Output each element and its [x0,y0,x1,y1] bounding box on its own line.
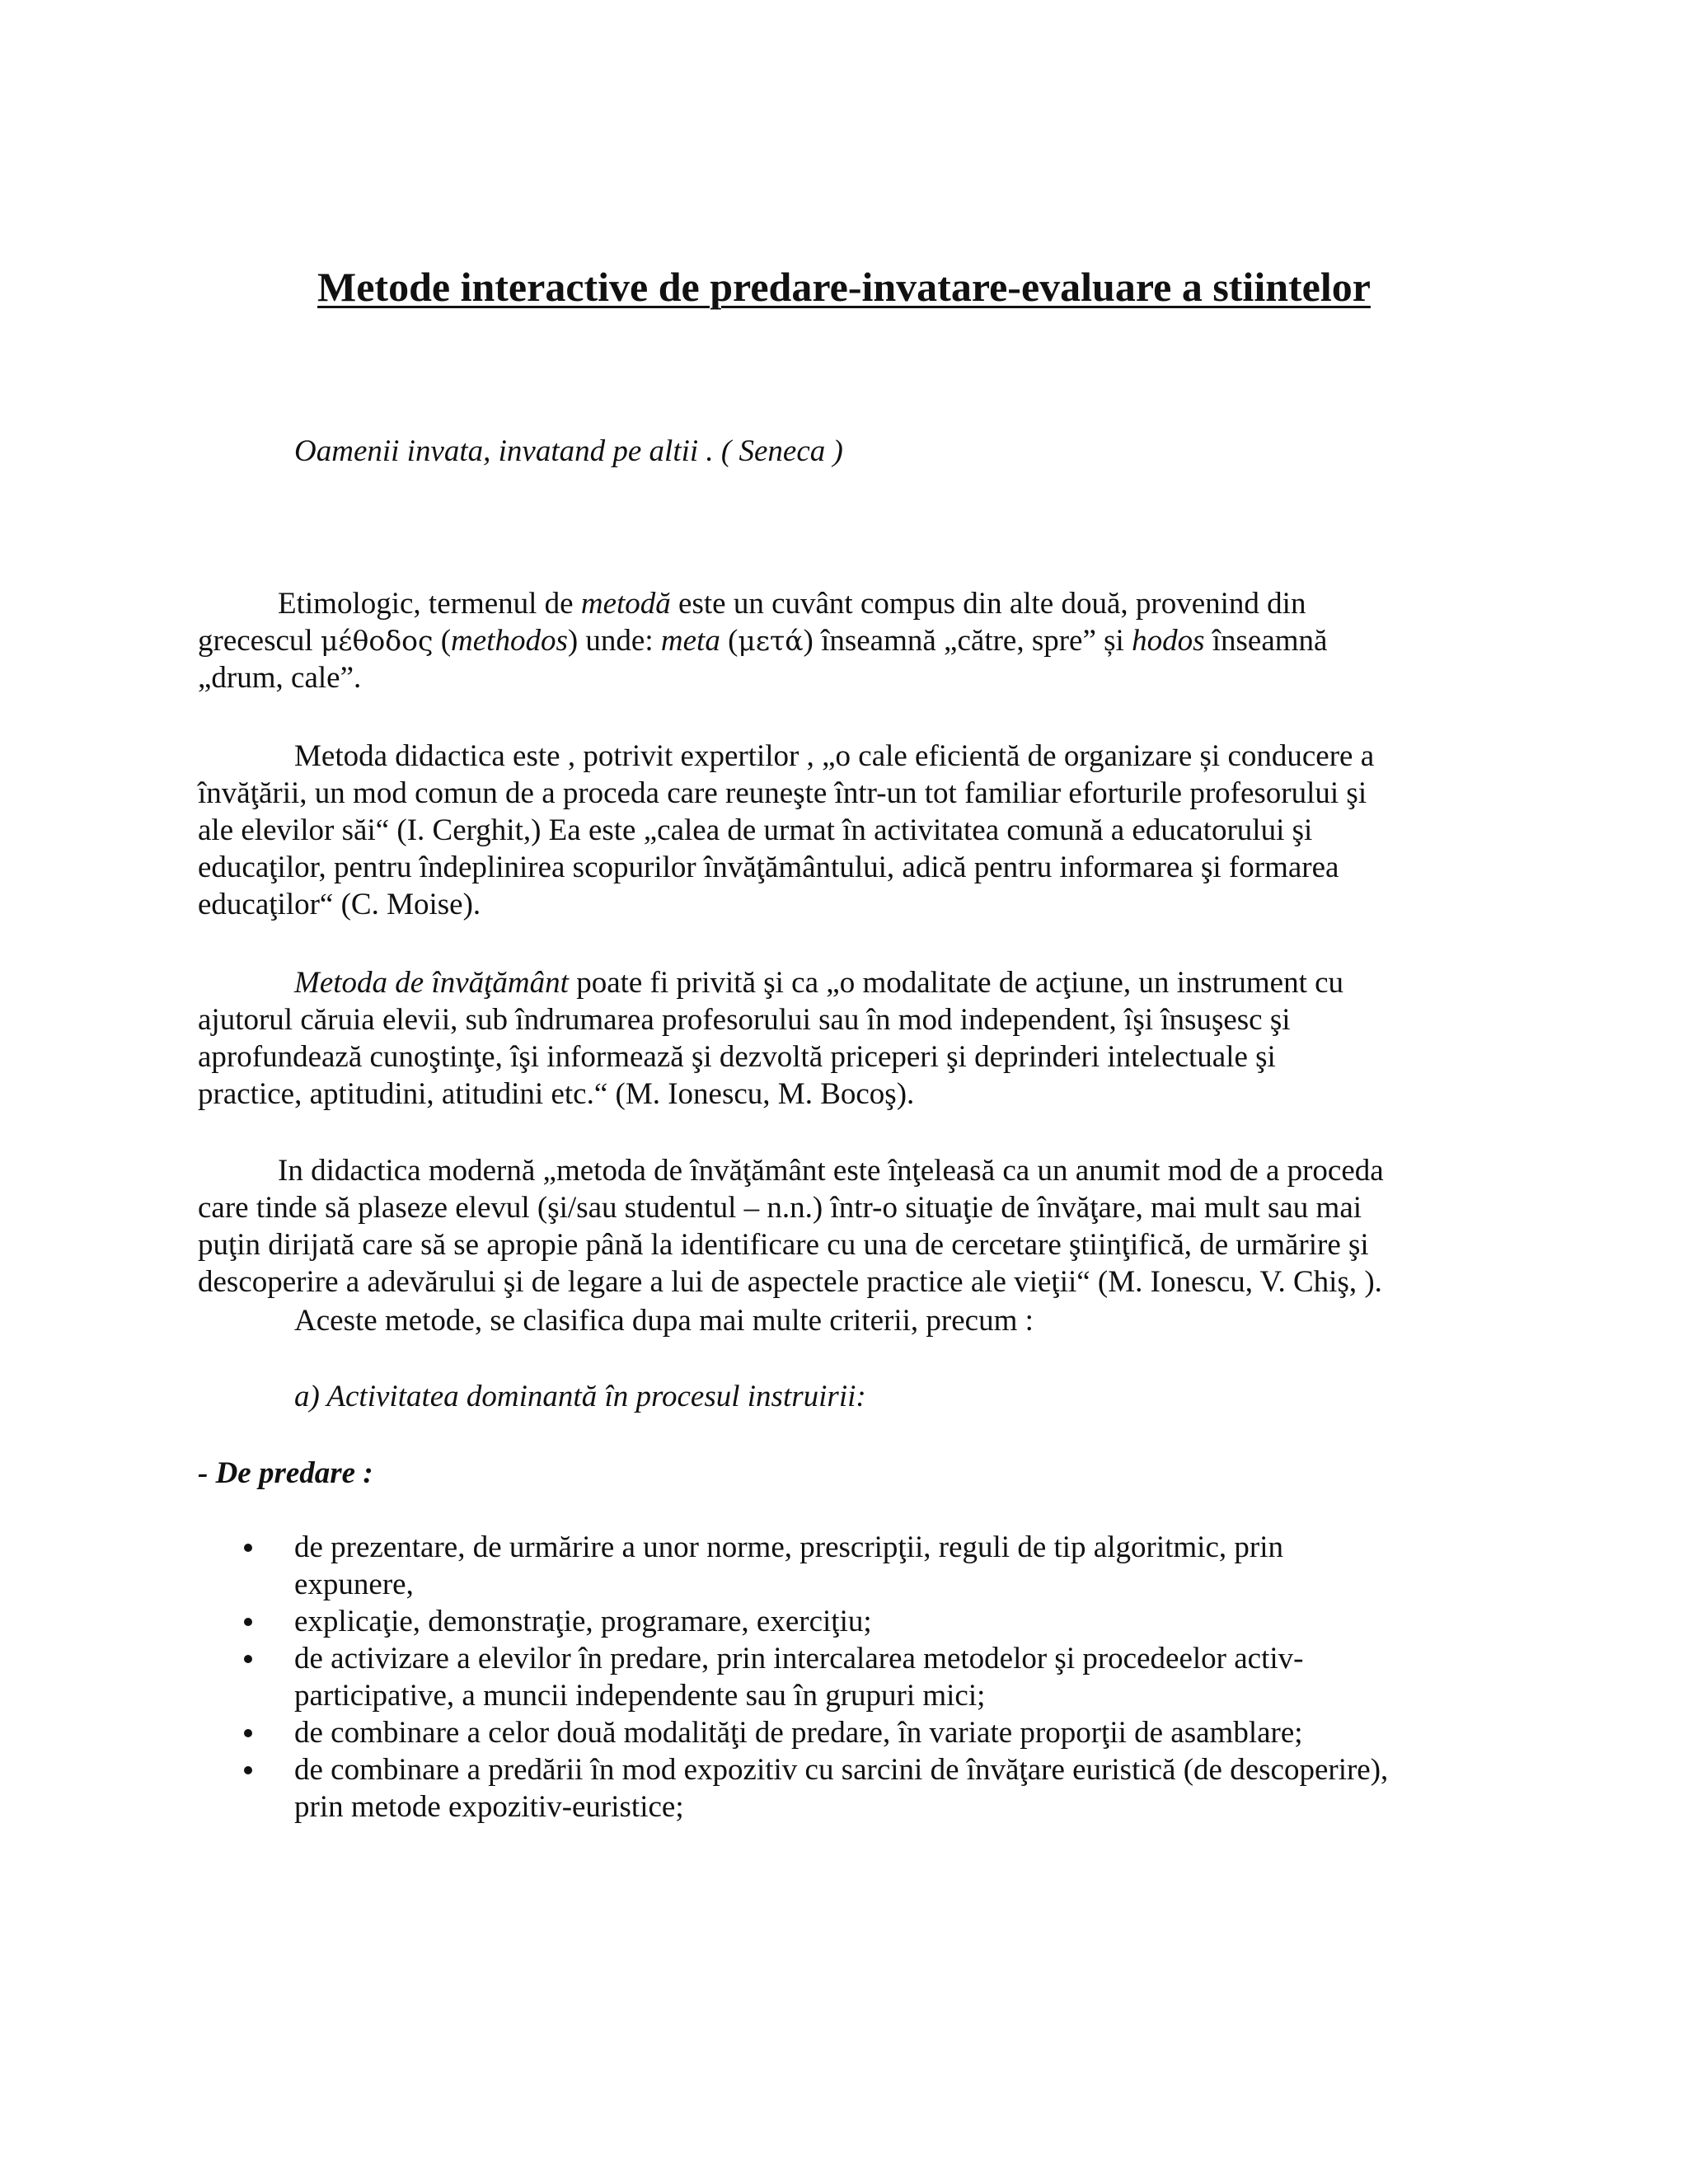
list-item-line: participative, a muncii independente sau în grupuri mici; [294,1679,986,1713]
list-item [198,1640,1484,1714]
bullet-icon [244,1655,252,1663]
definition-line-2: învăţării, un mod comun de a proceda care reuneşte într-un tot familiar eforturile profesorului şi [198,776,1367,810]
criteria-sentence [294,1302,1580,1339]
list-item-line: prin metode expozitiv-euristice; [294,1790,684,1824]
predare-bullet-list [198,1529,1484,1825]
document-title: Metode interactive de predare-invatare-evaluare a stiintelor [317,264,1371,310]
list-item [198,1714,1484,1751]
modern-didactics-paragraph [198,1152,1484,1301]
motto-quote: Oamenii invata, invatand pe altii . ( Seneca ) [294,434,843,468]
etymology-paragraph [198,585,1484,696]
criteria-line: Aceste metode, se clasifica dupa mai multe criterii, precum : [294,1304,1034,1338]
teaching-method-line-2: ajutorul căruia elevii, sub îndrumarea profesorului sau în mod independent, îşi însuşesc şi [198,1003,1291,1037]
definition-line-1: Metoda didactica este , potrivit expertilor , „o cale eficientă de organizare și conducere a [294,739,1375,773]
etymology-line-3: „drum, cale”. [198,661,362,695]
list-item [198,1529,1484,1603]
definition-line-5: educaţilor“ (C. Moise). [198,888,481,921]
bullet-icon [244,1729,252,1737]
modern-line-4: descoperire a adevărului şi de legare a lui de aspectele practice ale vieţii“ (M. Ionescu, V. Chiş, ). [198,1265,1382,1299]
bullet-icon [244,1766,252,1774]
modern-line-3: puţin dirijată care să se apropie până la identificare cu una de cercetare ştiinţifică, de urmărire şi [198,1228,1369,1262]
etymology-line-1: Etimologic, termenul de metodă este un cuvânt compus din alte două, provenind din [278,587,1306,621]
definition-line-3: ale elevilor săi“ (I. Cerghit,) Ea este „calea de urmat în activitatea comună a educatorului şi [198,813,1313,847]
list-item [198,1603,1484,1640]
definition-line-4: educaţilor, pentru îndeplinirea scopurilor învăţământului, adică pentru informarea şi formarea [198,851,1339,884]
list-item-line: de combinare a celor două modalităţi de predare, în variate proporţii de asamblare; [294,1716,1303,1750]
bullet-icon [244,1544,252,1552]
list-item-line: de activizare a elevilor în predare, prin intercalarea metodelor şi procedeelor activ- [294,1642,1304,1675]
teaching-method-paragraph [198,964,1484,1113]
teaching-method-line-1: Metoda de învăţământ poate fi privită şi ca „o modalitate de acţiune, un instrument cu [294,966,1344,1000]
predare-heading: - De predare : [198,1456,373,1490]
list-item-line: de combinare a predării în mod expozitiv cu sarcini de învăţare euristică (de descoperire), [294,1753,1389,1787]
teaching-method-line-3: aprofundează cunoştinţe, îşi informează şi dezvoltă priceperi şi deprinderi intelectuale şi [198,1040,1276,1074]
list-item [198,1751,1484,1825]
teaching-method-line-4: practice, aptitudini, atitudini etc.“ (M. Ionescu, M. Bocoş). [198,1077,915,1111]
section-subheading: a) Activitatea dominantă în procesul instruirii: [294,1380,866,1413]
bullet-icon [244,1618,252,1626]
list-item-line: de prezentare, de urmărire a unor norme, prescripţii, reguli de tip algoritmic, prin [294,1530,1283,1564]
definition-paragraph [198,738,1484,923]
modern-line-2: care tinde să plaseze elevul (şi/sau studentul – n.n.) într-o situaţie de învăţare, mai mult sau mai [198,1191,1362,1225]
modern-line-1: In didactica modernă „metoda de învăţământ este înţeleasă ca un anumit mod de a proceda [278,1154,1384,1188]
list-item-line: expunere, [294,1568,414,1601]
list-item-line: explicaţie, demonstraţie, programare, exerciţiu; [294,1605,872,1638]
etymology-line-2: grecescul μέθοδος (methodos) unde: meta (μετά) înseamnă „către, spre” și hodos înseamnă [198,624,1328,658]
